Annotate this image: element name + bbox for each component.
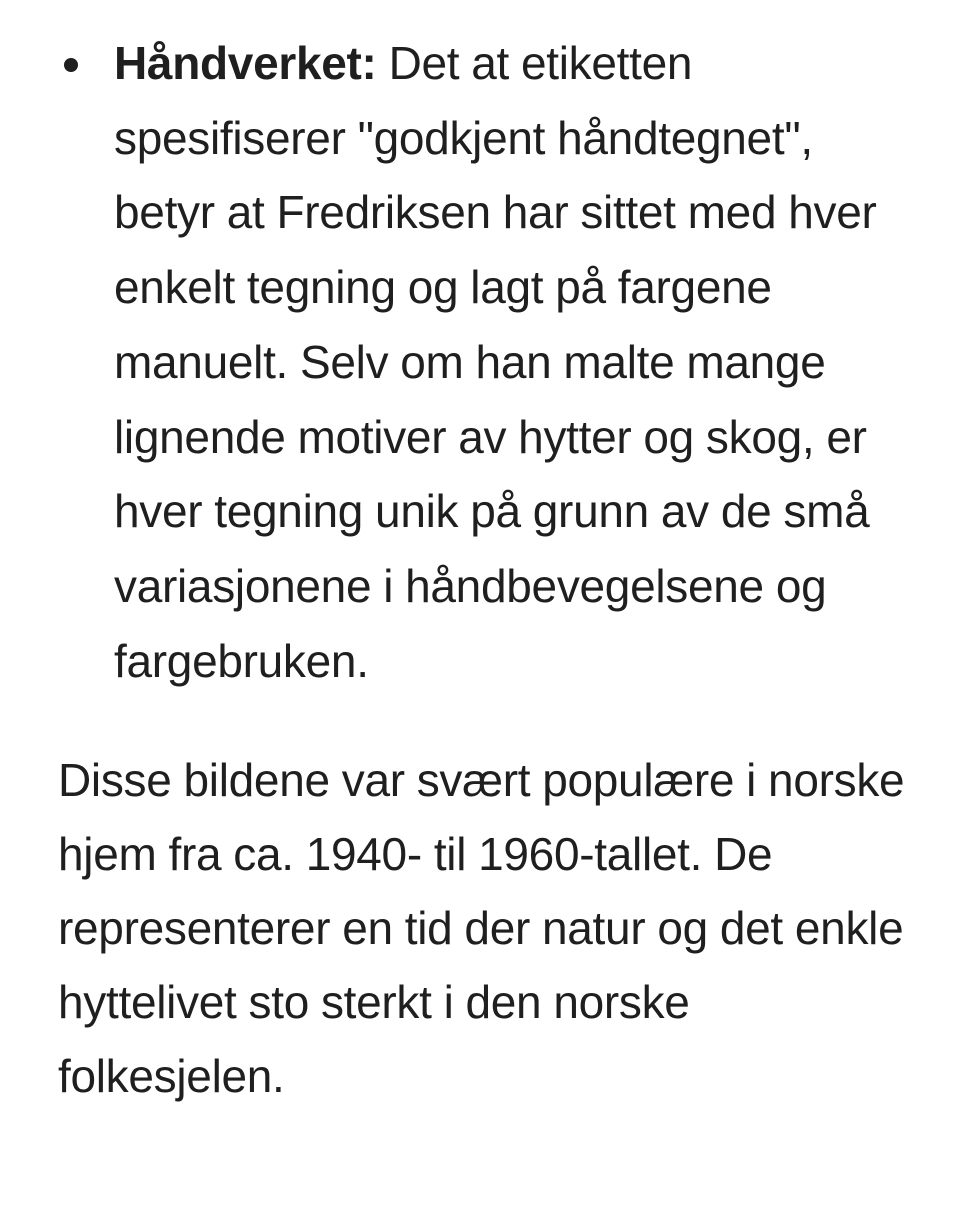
bullet-dot-icon — [64, 58, 78, 72]
list-item-text: Det at etiketten spesifiserer "godkjent håndtegnet", betyr at Fredriksen har sittet med hver enkelt tegning og lagt på fargene manuelt. Selv om han malte mange lignende motiver av hytter og skog, er hver tegning unik på grunn av de små variasjonene i håndbevegelsene og fargebruken. — [114, 37, 877, 687]
list-item-term: Håndverket: — [114, 37, 377, 89]
bullet-list — [58, 26, 918, 698]
body-paragraph: Disse bildene var svært populære i norske hjem fra ca. 1940- til 1960-tallet. De representerer en tid der natur og det enkle hyttelivet sto sterkt i den norske folkesjelen. — [58, 754, 905, 1102]
list-item — [58, 26, 918, 698]
document-body — [58, 26, 918, 1113]
